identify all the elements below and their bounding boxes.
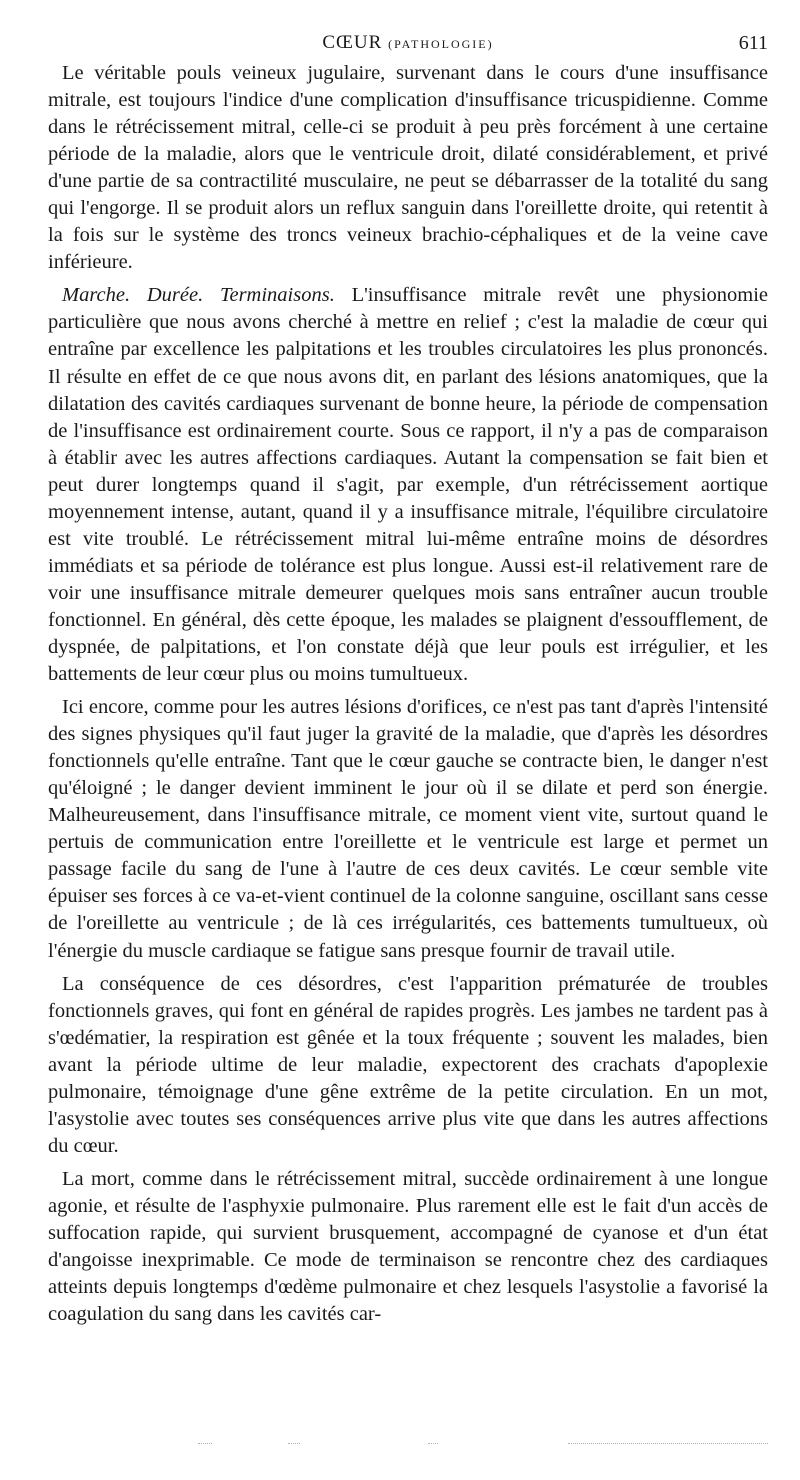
paragraph-pouls-veineux bbox=[48, 60, 768, 276]
bleed-mark bbox=[428, 1443, 438, 1445]
paragraph-text: L'insuffisance mitrale revêt une physionomie particulière que nous avons cherché à mettre en relief ; c'est la maladie de cœur qui entraîne par excellence les palpitations et les troubles circulatoires les plus prononcés. Il résulte en effet de ce que nous avons dit, en parlant des lésions anatomiques, que la dilatation des cavités cardiaques survenant de bonne heure, la période de compensation de l'insuffisance est ordinairement courte. Sous ce rapport, il n'y a pas de comparaison à établir avec les autres affections cardiaques. Autant la compensation se fait bien et peut durer longtemps quand il s'agit, par exemple, d'un rétrécissement aortique moyennement intense, autant, quand il y a insuffisance mitrale, l'équilibre circulatoire est vite troublé. Le rétrécissement mitral lui-même entraîne moins de désordres immédiats et sa période de tolérance est plus longue. Aussi est-il relativement rare de voir une insuffisance mitrale demeurer quelques mois sans entraîner aucun trouble fonctionnel. En général, dès cette époque, les malades se plaignent d'essoufflement, de dyspnée, de palpitations, et l'on constate déjà que leur pouls est irrégulier, et les battements de leur cœur plus ou moins tumultueux. bbox=[48, 284, 769, 686]
body-text bbox=[48, 60, 768, 1334]
paragraph-text: Le véritable pouls veineux jugulaire, survenant dans le cours d'une insuffisance mitrale, est toujours l'indice d'une complication d'insuffisance tricuspidienne. Comme dans le rétrécissement mitral, celle-ci se produit à peu près forcément à une certaine période de la maladie, alors que le ventricule droit, dilaté considérablement, et privé d'une partie de sa contractilité musculaire, ne peut se débarrasser de la totalité du sang qui l'engorge. Il se produit alors un reflux sanguin dans l'oreillette droite, qui retentit à la fois sur le système des troncs veineux brachio-céphaliques et de la veine cave inférieure. bbox=[48, 62, 768, 274]
paragraph-text: La mort, comme dans le rétrécissement mitral, succède ordinairement à une longue agonie, et résulte de l'asphyxie pulmonaire. Plus rarement elle est le fait d'un accès de suffocation rapide, qui survient brusquement, accompagné de cyanose et d'un état d'angoisse inexprimable. Ce mode de terminaison se rencontre chez des cardiaques atteints depuis longtemps d'œdème pulmonaire et chez lesquels l'asystolie a favorisé la coagulation du sang dans les cavités car- bbox=[48, 1167, 768, 1326]
paragraph-text: La conséquence de ces désordres, c'est l'apparition prématurée de troubles fonctionnels graves, qui font en général de rapides progrès. Les jambes ne tardent pas à s'œdématier, la respiration est gênée et la toux fréquente ; souvent les malades, bien avant la période ultime de leur maladie, expectorent des crachats d'apoplexie pulmonaire, témoignage d'une gêne extrême de la petite circulation. En un mot, l'asystolie avec toutes ses conséquences arrive plus vite que dans les autres affections du cœur. bbox=[48, 972, 768, 1157]
running-title-main: CŒUR bbox=[322, 32, 383, 53]
bleed-mark bbox=[288, 1443, 300, 1445]
section-heading: Marche. Durée. Terminaisons. bbox=[62, 284, 335, 307]
paragraph-consequences bbox=[48, 971, 768, 1160]
running-title bbox=[48, 32, 768, 54]
paragraph-text: Ici encore, comme pour les autres lésions d'orifices, ce n'est pas tant d'après l'intensité des signes physiques qu'il faut juger la gravité de la maladie, que d'après les désordres fonctionnels qu'elle entraîne. Tant que le cœur gauche se contracte bien, le danger n'est qu'éloigné ; le danger devient imminent le jour où il se dilate et perd son énergie. Malheureusement, dans l'insuffisance mitrale, ce moment vient vite, surtout quand le pertuis de communication entre l'oreillette et le ventricule est large et permet un passage facile du sang de l'une à l'autre de ces deux cavités. Le cœur semble vite épuiser ses forces à ce va-et-vient continuel de la colonne sanguine, oscillant sans cesse de l'oreillette au ventricule ; de là ces irrégularités, ces battements tumultueux, où l'énergie du muscle cardiaque se fatigue sans presque fournir de travail utile. bbox=[48, 696, 768, 962]
paragraph-lesions-orifices bbox=[48, 694, 768, 964]
bleed-mark bbox=[198, 1443, 212, 1445]
running-title-subtitle: (PATHOLOGIE) bbox=[388, 37, 494, 51]
paragraph-mort bbox=[48, 1166, 768, 1328]
page-header bbox=[48, 32, 768, 58]
bleed-through-marks bbox=[48, 1440, 768, 1448]
bleed-mark bbox=[568, 1443, 768, 1445]
page-number: 611 bbox=[738, 32, 768, 54]
paragraph-marche-duree bbox=[48, 282, 768, 688]
